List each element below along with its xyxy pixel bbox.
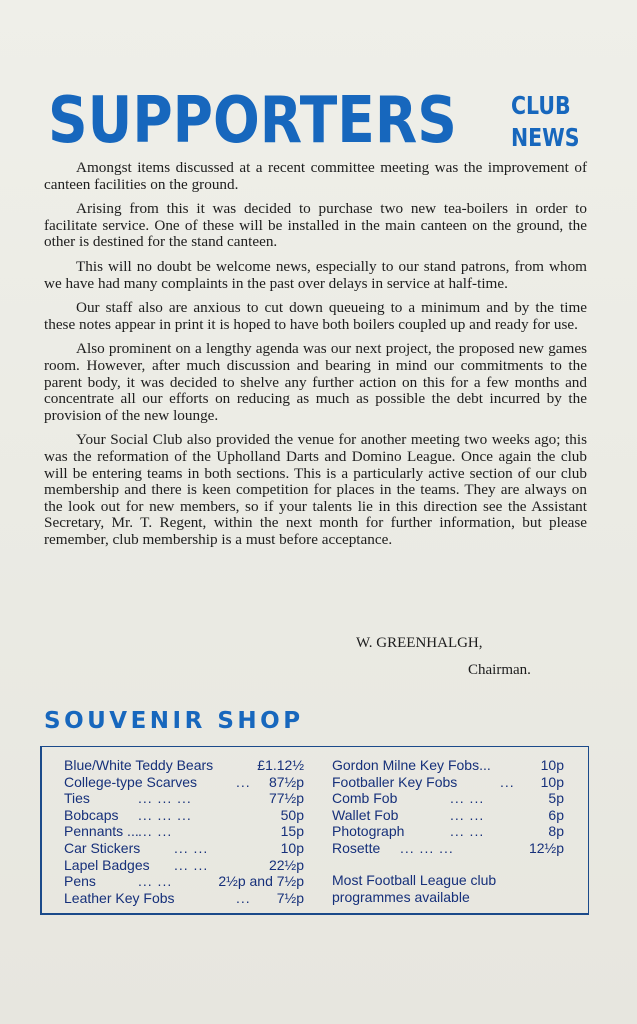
- price-list-row: [64, 823, 304, 840]
- masthead-title: SUPPORTERS: [48, 84, 457, 158]
- price-list-leader: ... ... ...: [138, 790, 192, 807]
- price-list-leader: ... ...: [450, 806, 485, 823]
- article-paragraph: Arising from this it was decided to purchase two new tea-boilers in order to facilitate service. One of these will be installed in the main canteen on the ground, the other is destined for the stand canteen.: [44, 200, 587, 251]
- price-list-leader: ... ...: [138, 873, 173, 890]
- signature-name: W. GREENHALGH,: [356, 635, 483, 651]
- price-list-item: Blue/White Teddy Bears: [64, 757, 214, 773]
- price-list-item: Gordon Milne Key Fobs...: [332, 757, 491, 773]
- price-list-item: Rosette: [332, 839, 381, 856]
- price-list-left-column: [64, 757, 304, 906]
- price-list-item: Lapel Badges: [64, 856, 150, 873]
- price-list-price: £1.12½: [257, 757, 304, 773]
- masthead-subtitle: [511, 90, 580, 154]
- price-list-price: 10p: [540, 757, 564, 773]
- price-list-row: [332, 757, 564, 774]
- article-paragraph: Your Social Club also provided the venue for another meeting two weeks ago; this was the reformation of the Upholland Darts and Domino League. Once again the club will be entering teams in both sections. This is a particularly active section of our club membership and there is keen competition for places in the teams. They are always on the look out for new members, so if your talents lie in this direction see the Assistant Secretary, Mr. T. Regent, within the next month for further information, but please remember, club membership is a must before acceptance.: [44, 431, 587, 548]
- price-list-leader: ... ...: [174, 839, 209, 856]
- programmes-note-line: programmes available: [332, 888, 470, 905]
- price-list-price: 10p: [540, 773, 564, 790]
- price-list-leader: ... ... ...: [400, 839, 454, 856]
- price-list-item: Bobcaps: [64, 806, 119, 823]
- price-list-price: 77½p: [268, 790, 304, 807]
- price-list-item: Comb Fob: [332, 790, 398, 807]
- price-list-price: 87½p: [268, 773, 304, 790]
- price-list-leader: ...: [236, 889, 251, 906]
- souvenir-price-list: [40, 746, 589, 915]
- price-list-row: [64, 890, 304, 907]
- price-list-row: [64, 757, 304, 774]
- article-paragraph: Amongst items discussed at a recent committee meeting was the improvement of canteen facilities on the ground.: [44, 159, 587, 193]
- price-list-row: [64, 873, 304, 890]
- price-list-price: 10p: [280, 839, 304, 856]
- price-list-item: Pens: [64, 873, 96, 890]
- price-list-item: Footballer Key Fobs: [332, 773, 458, 790]
- price-list-price: 50p: [280, 806, 304, 823]
- price-list-leader: ... ...: [450, 823, 485, 840]
- price-list-leader: ... ...: [138, 823, 173, 840]
- masthead: [48, 84, 588, 158]
- article-paragraph: Our staff also are anxious to cut down queueing to a minimum and by the time these notes appear in print it is hoped to have both boilers coupled up and ready for use.: [44, 299, 587, 333]
- price-list-row: [332, 807, 564, 824]
- price-list-row: [64, 790, 304, 807]
- souvenir-shop-heading: SOUVENIR SHOP: [44, 708, 304, 734]
- price-list-leader: ... ... ...: [138, 806, 192, 823]
- price-list-item: Photograph: [332, 823, 405, 840]
- price-list-price: 12½p: [528, 839, 564, 856]
- price-list-leader: ... ...: [450, 790, 485, 807]
- price-list-leader: ...: [500, 773, 515, 790]
- programmes-note: [332, 872, 572, 905]
- price-list-price: 7½p: [276, 889, 304, 906]
- price-list-price: 8p: [548, 823, 564, 840]
- price-list-price: 15p: [280, 823, 304, 840]
- price-list-item: Pennants ...: [64, 823, 139, 840]
- price-list-right-column: [332, 757, 564, 857]
- price-list-item: Wallet Fob: [332, 806, 399, 823]
- price-list-price: 22½p: [268, 856, 304, 873]
- article-paragraph: This will no doubt be welcome news, especially to our stand patrons, from whom we have had many complaints in the past over delays in service at half-time.: [44, 257, 587, 292]
- programmes-note-line: Most Football League club: [332, 872, 497, 888]
- price-list-item: College-type Scarves: [64, 773, 198, 790]
- price-list-row: [332, 790, 564, 807]
- price-list-row: [64, 807, 304, 824]
- price-list-item: Ties: [64, 790, 90, 807]
- masthead-subtitle-club: CLUB: [511, 91, 571, 120]
- price-list-price: 6p: [548, 806, 564, 823]
- price-list-row: [64, 774, 304, 791]
- price-list-item: Leather Key Fobs: [64, 889, 175, 906]
- price-list-price: 5p: [548, 790, 564, 807]
- price-list-row: [64, 857, 304, 874]
- price-list-row: [332, 774, 564, 791]
- price-list-item: Car Stickers: [64, 839, 141, 856]
- price-list-leader: ...: [236, 773, 251, 790]
- price-list-row: [64, 840, 304, 857]
- masthead-subtitle-news: NEWS: [511, 123, 580, 152]
- price-list-row: [332, 823, 564, 840]
- signature-title: Chairman.: [468, 662, 531, 678]
- price-list-row: [332, 840, 564, 857]
- article-paragraph: Also prominent on a lengthy agenda was our next project, the proposed new games room. However, after much discussion and bearing in mind our commitments to the parent body, it was decided to shelve any further action on this for a few months and concentrate all our efforts on reducing as much as possible the debt incurred by the provision of the new lounge.: [44, 340, 587, 424]
- article-body: [44, 160, 587, 556]
- price-list-leader: ... ...: [174, 856, 209, 873]
- price-list-price: 2½p and 7½p: [218, 873, 304, 890]
